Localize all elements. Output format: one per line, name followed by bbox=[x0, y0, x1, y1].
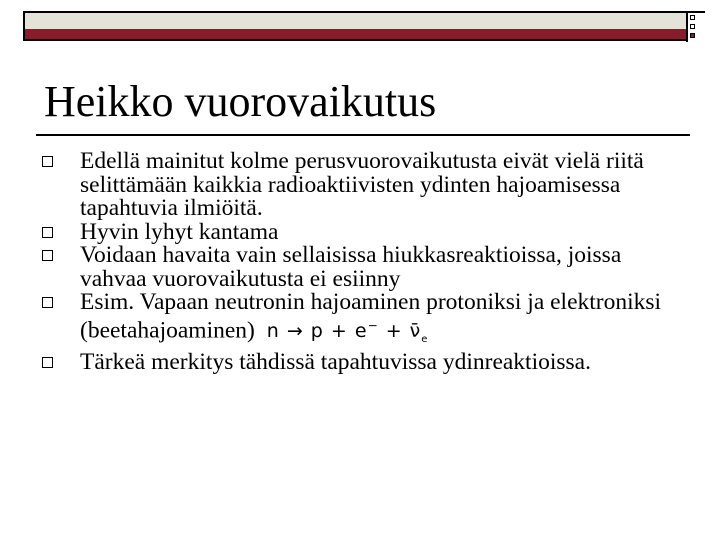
beta-decay-formula bbox=[266, 318, 429, 345]
bullet-item bbox=[42, 291, 682, 351]
header-accent-stripe bbox=[25, 29, 703, 39]
bullet-item bbox=[42, 351, 682, 375]
bullet-text: Esim. Vapaan neutronin hajoaminen protoniksi ja elektroniksi (beetahajoaminen) bbox=[80, 289, 662, 343]
formula-neutron: n bbox=[266, 319, 280, 342]
bullet-item bbox=[42, 218, 682, 245]
bullet-list bbox=[42, 150, 682, 375]
bullet-text: Hyvin lyhyt kantama bbox=[80, 218, 279, 245]
bullet-text: Edellä mainitut kolme perusvuorovaikutusta eivät vielä riitä selittämään kaikkia radioaktiivisten ydinten hajoamisessa tapahtuvia ilmiöitä. bbox=[80, 148, 644, 221]
formula-proton: p bbox=[310, 319, 324, 342]
corner-square-icon bbox=[690, 33, 695, 38]
formula-electron: e bbox=[354, 319, 368, 342]
bullet-text: Tärkeä merkitys tähdissä tapahtuvissa ydinreaktioissa. bbox=[80, 349, 591, 376]
bullet-text: Voidaan havaita vain sellaisissa hiukkasreaktioissa, joissa vahvaa vuorovaikutusta ei esiinny bbox=[80, 242, 622, 292]
formula-antineutrino-flavor: e bbox=[421, 333, 429, 345]
hollow-square-icon bbox=[42, 227, 53, 238]
corner-square-icon bbox=[690, 15, 695, 20]
slide-title: Heikko vuorovaikutus bbox=[44, 77, 437, 126]
formula-antineutrino: ν̄ bbox=[409, 319, 422, 342]
bullet-item bbox=[42, 244, 682, 291]
corner-square-icon bbox=[690, 24, 695, 29]
formula-electron-charge: − bbox=[367, 318, 379, 333]
corner-decoration bbox=[686, 13, 706, 42]
hollow-square-icon bbox=[42, 156, 53, 167]
formula-plus: + bbox=[385, 319, 403, 342]
formula-plus: + bbox=[330, 319, 348, 342]
hollow-square-icon bbox=[42, 357, 53, 368]
hollow-square-icon bbox=[42, 297, 53, 308]
title-divider bbox=[36, 134, 690, 136]
hollow-square-icon bbox=[42, 250, 53, 261]
formula-arrow: → bbox=[286, 319, 304, 342]
bullet-item bbox=[42, 150, 682, 221]
header-bar bbox=[23, 11, 705, 41]
